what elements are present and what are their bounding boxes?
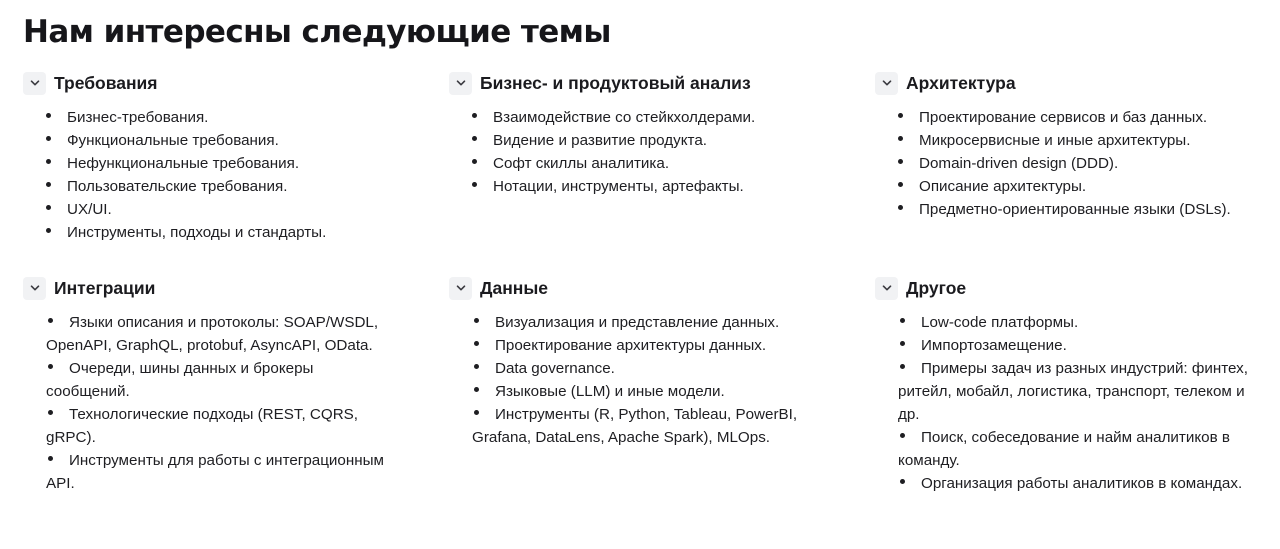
section-requirements <box>23 71 423 244</box>
list-item: Описание архитектуры. <box>875 175 1275 198</box>
list-item: Технологические подходы (REST, CQRS, gRPC). <box>46 403 401 449</box>
section-header-other[interactable] <box>875 276 1260 300</box>
list-item: Domain-driven design (DDD). <box>875 152 1275 175</box>
section-title: Другое <box>906 277 967 298</box>
topic-list <box>46 311 401 495</box>
list-item: Языки описания и протоколы: SOAP/WSDL, OpenAPI, GraphQL, protobuf, AsyncAPI, OData. <box>46 311 401 357</box>
list-item: Импортозамещение. <box>898 334 1260 357</box>
page-title: Нам интересны следующие темы <box>23 14 611 50</box>
list-item: Микросервисные и иные архитектуры. <box>875 129 1275 152</box>
list-item: Low-code платформы. <box>898 311 1260 334</box>
list-item: Примеры задач из разных индустрий: финтех, ритейл, мобайл, логистика, транспорт, телеком и др. <box>898 357 1260 426</box>
topic-list <box>875 106 1275 221</box>
list-item: Проектирование сервисов и баз данных. <box>875 106 1275 129</box>
topic-list <box>449 106 849 198</box>
list-item: Инструменты, подходы и стандарты. <box>23 221 423 244</box>
section-header-data[interactable] <box>449 276 831 300</box>
section-architecture <box>875 71 1275 221</box>
section-header-integrations[interactable] <box>23 276 401 300</box>
section-integrations <box>23 276 401 495</box>
list-item: Инструменты для работы с интеграционным API. <box>46 449 401 495</box>
topic-list <box>472 311 831 449</box>
list-item: Софт скиллы аналитика. <box>449 152 849 175</box>
topic-list <box>898 311 1260 495</box>
list-item: Очереди, шины данных и брокеры сообщений. <box>46 357 401 403</box>
section-header-business-product-analysis[interactable] <box>449 71 849 95</box>
section-title: Данные <box>480 277 549 298</box>
section-data <box>449 276 831 449</box>
section-title: Бизнес- и продуктовый анализ <box>480 72 751 93</box>
chevron-down-icon[interactable] <box>23 277 46 300</box>
section-business-product-analysis <box>449 71 849 198</box>
section-title: Интеграции <box>54 277 156 298</box>
topic-list <box>23 106 423 244</box>
list-item: Инструменты (R, Python, Tableau, PowerBI, Grafana, DataLens, Apache Spark), MLOps. <box>472 403 831 449</box>
list-item: Функциональные требования. <box>23 129 423 152</box>
list-item: Data governance. <box>472 357 831 380</box>
list-item: Проектирование архитектуры данных. <box>472 334 831 357</box>
section-title: Требования <box>54 72 158 93</box>
section-title: Архитектура <box>906 72 1016 93</box>
chevron-down-icon[interactable] <box>875 277 898 300</box>
chevron-down-icon[interactable] <box>875 72 898 95</box>
chevron-down-icon[interactable] <box>449 277 472 300</box>
list-item: Поиск, собеседование и найм аналитиков в команду. <box>898 426 1260 472</box>
chevron-down-icon[interactable] <box>23 72 46 95</box>
section-header-architecture[interactable] <box>875 71 1275 95</box>
list-item: Взаимодействие со стейкхолдерами. <box>449 106 849 129</box>
list-item: Нотации, инструменты, артефакты. <box>449 175 849 198</box>
section-header-requirements[interactable] <box>23 71 423 95</box>
list-item: UX/UI. <box>23 198 423 221</box>
list-item: Пользовательские требования. <box>23 175 423 198</box>
section-other <box>875 276 1260 495</box>
list-item: Визуализация и представление данных. <box>472 311 831 334</box>
chevron-down-icon[interactable] <box>449 72 472 95</box>
list-item: Видение и развитие продукта. <box>449 129 849 152</box>
list-item: Предметно-ориентированные языки (DSLs). <box>875 198 1275 221</box>
list-item: Бизнес-требования. <box>23 106 423 129</box>
list-item: Языковые (LLM) и иные модели. <box>472 380 831 403</box>
list-item: Организация работы аналитиков в командах. <box>898 472 1260 495</box>
list-item: Нефункциональные требования. <box>23 152 423 175</box>
